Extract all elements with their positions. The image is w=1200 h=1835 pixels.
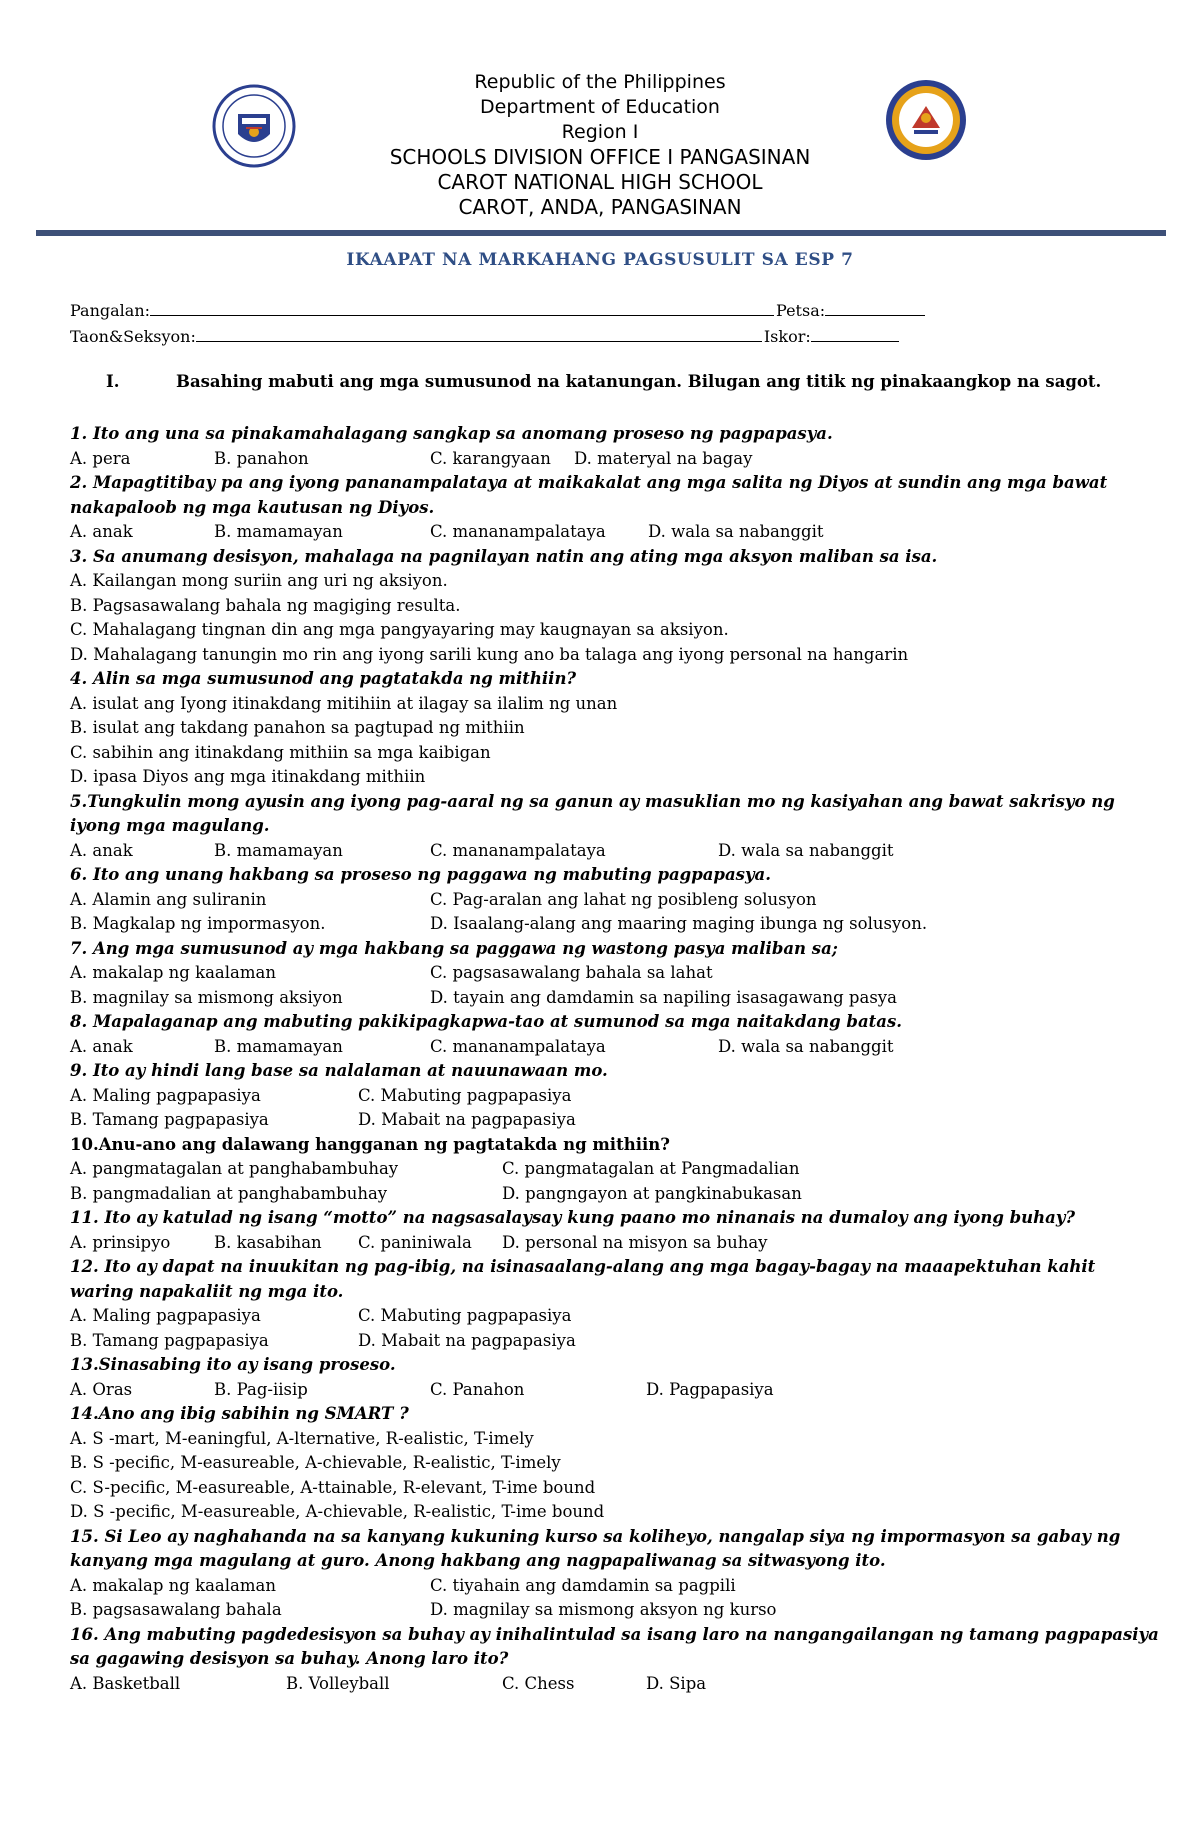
option-row <box>70 1378 1140 1403</box>
instruction-number: I. <box>106 372 120 391</box>
option-row <box>70 1035 1140 1060</box>
answer-option[interactable]: A. Oras <box>70 1379 133 1399</box>
answer-option[interactable]: A. anak <box>70 840 133 860</box>
document-header <box>250 70 950 220</box>
answer-option[interactable]: C. Mahalagang tingnan din ang mga pangyayaring may kaugnayan sa aksiyon. <box>70 620 729 639</box>
header-department: Department of Education <box>480 96 720 118</box>
header-divider <box>36 230 1166 236</box>
answer-option[interactable]: D. personal na misyon sa buhay <box>502 1232 768 1252</box>
answer-option[interactable]: A. Kailangan mong suriin ang uri ng aksiyon. <box>70 571 448 590</box>
answer-option[interactable]: B. Pag-iisip <box>214 1379 308 1399</box>
question-item <box>70 937 1140 1011</box>
question-text: 6. Ito ang unang hakbang sa proseso ng paggawa ng mabuting pagpapasya. <box>70 865 771 884</box>
answer-option[interactable]: B. kasabihan <box>214 1232 322 1252</box>
question-item <box>70 1525 1140 1623</box>
option-row <box>70 1598 1140 1623</box>
question-item <box>70 1353 1140 1402</box>
answer-option[interactable]: B. mamamayan <box>214 522 343 541</box>
question-item <box>70 863 1140 937</box>
answer-option[interactable]: A. prinsipyo <box>70 1232 171 1252</box>
option-row <box>70 912 1140 937</box>
answer-option[interactable]: B. mamamayan <box>214 840 343 860</box>
question-text: 15. Si Leo ay naghahanda na sa kanyang kukuning kurso sa koliheyo, nangalap siya ng impormasyon sa gabay ng <box>70 1526 1121 1546</box>
section-score-row <box>70 324 927 350</box>
question-text: 13.Sinasabing ito ay isang proseso. <box>70 1355 396 1374</box>
option-row <box>70 961 1140 986</box>
answer-option[interactable]: D. materyal na bagay <box>574 448 753 468</box>
answer-option[interactable]: A. pangmatagalan at panghabambuhay <box>70 1159 399 1178</box>
instruction <box>70 372 1130 391</box>
answer-option[interactable]: B. pangmadalian at panghabambuhay <box>70 1183 388 1203</box>
answer-option[interactable]: A. pera <box>70 448 131 468</box>
question-text: kanyang mga magulang at guro. Anong hakbang ang nagpapaliwanag sa sitwasyong ito. <box>70 1551 886 1570</box>
answer-option[interactable]: C. karangyaan <box>430 448 551 468</box>
option-row <box>70 520 1140 545</box>
option-row <box>70 618 1140 643</box>
answer-option[interactable]: D. wala sa nabanggit <box>718 840 894 860</box>
question-text: nakapaloob ng mga kautusan ng Diyos. <box>70 497 435 517</box>
answer-option[interactable]: B. mamamayan <box>214 1036 343 1056</box>
answer-option[interactable]: A. Maling pagpapasiya <box>70 1306 261 1325</box>
question-item <box>70 790 1140 864</box>
answer-option[interactable]: B. isulat ang takdang panahon sa pagtupad ng mithiin <box>70 718 525 737</box>
answer-option[interactable]: C. paniniwala <box>358 1232 472 1252</box>
answer-option[interactable]: B. Tamang pagpapasiya <box>70 1330 269 1350</box>
answer-option[interactable]: B. Volleyball <box>286 1673 390 1693</box>
name-date-row <box>70 298 927 324</box>
question-item <box>70 1059 1140 1133</box>
question-text: 12. Ito ay dapat na inuukitan ng pag-ibig, na isinasaalang-alang ang mga bagay-bagay na maaapektuhan kahit <box>70 1257 1096 1276</box>
question-text: 8. Mapalaganap ang mabuting pakikipagkapwa-tao at sumunod sa mga naitakdang batas. <box>70 1012 903 1031</box>
answer-option[interactable]: D. wala sa nabanggit <box>718 1036 894 1056</box>
option-row <box>70 643 1140 668</box>
answer-option[interactable]: C. tiyahain ang damdamin sa pagpili <box>430 1575 736 1595</box>
answer-option[interactable]: B. S -pecific, M-easureable, A-chievable, R-ealistic, T-imely <box>70 1453 561 1472</box>
question-item <box>70 667 1140 790</box>
answer-option[interactable]: D. Mabait na pagpapasiya <box>358 1330 576 1350</box>
answer-option[interactable]: C. S-pecific, M-easureable, A-ttainable, R-elevant, T-ime bound <box>70 1477 596 1497</box>
option-row <box>70 1231 1140 1256</box>
option-row <box>70 594 1140 619</box>
answer-option[interactable]: A. Basketball <box>70 1673 181 1693</box>
option-row <box>70 447 1140 472</box>
answer-option[interactable]: A. makalap ng kaalaman <box>70 963 276 982</box>
answer-option[interactable]: D. Pagpapasiya <box>646 1379 774 1399</box>
answer-option[interactable]: A. anak <box>70 522 133 541</box>
answer-option[interactable]: A. makalap ng kaalaman <box>70 1575 276 1595</box>
question-item <box>70 1206 1140 1255</box>
question-text: 14.Ano ang ibig sabihin ng SMART ? <box>70 1404 409 1423</box>
header-division: SCHOOLS DIVISION OFFICE I PANGASINAN <box>389 145 811 169</box>
question-item <box>70 1402 1140 1525</box>
question-item <box>70 1010 1140 1059</box>
answer-option[interactable]: C. mananampalataya <box>430 1036 606 1056</box>
question-text: waring napakaliit ng mga ito. <box>70 1281 344 1301</box>
answer-option[interactable]: C. mananampalataya <box>430 840 606 860</box>
name-label: Pangalan: <box>70 301 151 320</box>
option-row <box>70 716 1140 741</box>
option-row <box>70 1500 1140 1525</box>
option-row <box>70 1476 1140 1501</box>
instruction-text: Basahing mabuti ang mga sumusunod na katanungan. Bilugan ang titik ng pinakaangkop na sagot. <box>176 372 1102 391</box>
answer-option[interactable]: C. pagsasawalang bahala sa lahat <box>430 963 713 982</box>
answer-option[interactable]: D. magnilay sa mismong aksyon ng kurso <box>430 1600 777 1619</box>
score-field[interactable] <box>811 325 899 342</box>
question-item <box>70 1133 1140 1207</box>
answer-option[interactable]: C. pangmatagalan at Pangmadalian <box>502 1159 800 1178</box>
answer-option[interactable]: D. Mahalagang tanungin mo rin ang iyong sarili kung ano ba talaga ang iyong personal na hangarin <box>70 644 909 664</box>
answer-option[interactable]: D. tayain ang damdamin sa napiling isasagawang pasya <box>430 987 897 1007</box>
question-item <box>70 422 1140 471</box>
question-text: 11. Ito ay katulad ng isang “motto” na nagsasalaysay kung paano mo ninanais na dumaloy ang iyong buhay? <box>70 1208 1076 1227</box>
answer-option[interactable]: A. Maling pagpapasiya <box>70 1085 261 1105</box>
answer-option[interactable]: D. pangngayon at pangkinabukasan <box>502 1183 802 1203</box>
option-row <box>70 888 1140 913</box>
option-row <box>70 741 1140 766</box>
question-text: 3. Sa anumang desisyon, mahalaga na pagnilayan natin ang ating mga aksyon maliban sa isa. <box>70 546 938 566</box>
answer-option[interactable]: D. Isaalang-alang ang maaring maging ibunga ng solusyon. <box>430 914 928 933</box>
section-field[interactable] <box>196 325 762 342</box>
option-row <box>70 1329 1140 1354</box>
question-item <box>70 1255 1140 1353</box>
answer-option[interactable]: C. Pag-aralan ang lahat ng posibleng solusyon <box>430 889 817 909</box>
exam-title: IKAAPAT NA MARKAHANG PAGSUSULIT SA ESP 7 <box>346 250 854 270</box>
answer-option[interactable]: D. Mabait na pagpapasiya <box>358 1110 576 1129</box>
student-info-fields <box>70 298 927 350</box>
name-field[interactable] <box>150 299 774 316</box>
header-region: Region I <box>561 121 639 143</box>
question-item <box>70 545 1140 668</box>
option-row <box>70 1672 1140 1697</box>
question-text: 5.Tungkulin mong ayusin ang iyong pag-aaral ng sa ganun ay masuklian mo ng kasiyahan ang bawat sakrisyo ng <box>70 791 1115 811</box>
question-text: 2. Mapagtitibay pa ang iyong pananampalataya at maikakalat ang mga salita ng Diyos at sundin ang mga bawat <box>70 473 1108 492</box>
answer-option[interactable]: D. wala sa nabanggit <box>648 522 824 541</box>
answer-option[interactable]: B. Magkalap ng impormasyon. <box>70 914 326 933</box>
answer-option[interactable]: A. isulat ang Iyong itinakdang mitihiin at ilagay sa ilalim ng unan <box>70 693 618 713</box>
date-field[interactable] <box>825 299 925 316</box>
answer-option[interactable]: C. mananampalataya <box>430 522 606 541</box>
question-text: 4. Alin sa mga sumusunod ang pagtatakda ng mithiin? <box>70 669 577 688</box>
answer-option[interactable]: C. Mabuting pagpapasiya <box>358 1306 572 1325</box>
question-text: 16. Ang mabuting pagdedesisyon sa buhay ay inihalintulad sa isang laro na nangangailangan ng tamang pagpapasiya <box>70 1624 1159 1644</box>
option-row <box>70 1427 1140 1452</box>
option-row <box>70 569 1140 594</box>
option-row <box>70 1574 1140 1599</box>
score-label: Iskor: <box>763 327 811 346</box>
answer-option[interactable]: C. Mabuting pagpapasiya <box>358 1085 572 1105</box>
option-row <box>70 1084 1140 1109</box>
section-label: Taon&Seksyon: <box>70 327 196 346</box>
answer-option[interactable]: C. sabihin ang itinakdang mithiin sa mga kaibigan <box>70 742 491 762</box>
option-row <box>70 1304 1140 1329</box>
option-row <box>70 1157 1140 1182</box>
option-row <box>70 765 1140 790</box>
answer-option[interactable]: B. Tamang pagpapasiya <box>70 1110 269 1129</box>
answer-option[interactable]: D. Sipa <box>646 1673 707 1693</box>
header-school: CAROT NATIONAL HIGH SCHOOL <box>437 170 763 194</box>
answer-option[interactable]: B. Pagsasawalang bahala ng magiging resulta. <box>70 595 461 615</box>
answer-option[interactable]: D. ipasa Diyos ang mga itinakdang mithiin <box>70 767 426 786</box>
answer-option[interactable]: A. S -mart, M-eaningful, A-lternative, R-ealistic, T-imely <box>70 1428 534 1448</box>
question-text: 1. Ito ang una sa pinakamahalagang sangkap sa anomang proseso ng pagpapasya. <box>70 424 833 443</box>
option-row <box>70 1451 1140 1476</box>
answer-option[interactable]: B. pagsasawalang bahala <box>70 1600 282 1619</box>
question-item <box>70 471 1140 545</box>
question-text: iyong mga magulang. <box>70 816 270 835</box>
option-row <box>70 839 1140 864</box>
answer-option[interactable]: A. Alamin ang suliranin <box>70 889 267 909</box>
answer-option[interactable]: B. panahon <box>214 448 309 468</box>
header-republic: Republic of the Philippines <box>474 71 726 93</box>
answer-option[interactable]: B. magnilay sa mismong aksiyon <box>70 987 343 1007</box>
question-text: 9. Ito ay hindi lang base sa nalalaman at nauunawaan mo. <box>70 1061 608 1080</box>
answer-option[interactable]: A. anak <box>70 1036 133 1056</box>
question-text: 10.Anu-ano ang dalawang hangganan ng pagtatakda ng mithiin? <box>70 1134 670 1154</box>
header-address: CAROT, ANDA, PANGASINAN <box>458 195 742 219</box>
date-label: Petsa: <box>776 301 826 320</box>
option-row <box>70 1182 1140 1207</box>
option-row <box>70 692 1140 717</box>
question-text: 7. Ang mga sumusunod ay mga hakbang sa paggawa ng wastong pasya maliban sa; <box>70 938 838 958</box>
question-list <box>70 422 1159 1696</box>
option-row <box>70 1108 1140 1133</box>
answer-option[interactable]: C. Chess <box>502 1673 575 1693</box>
answer-option[interactable]: D. S -pecific, M-easureable, A-chievable, R-ealistic, T-ime bound <box>70 1502 605 1521</box>
option-row <box>70 986 1140 1011</box>
answer-option[interactable]: C. Panahon <box>430 1379 525 1399</box>
question-text: sa gagawing desisyon sa buhay. Anong laro ito? <box>70 1649 509 1668</box>
question-item <box>70 1623 1159 1697</box>
